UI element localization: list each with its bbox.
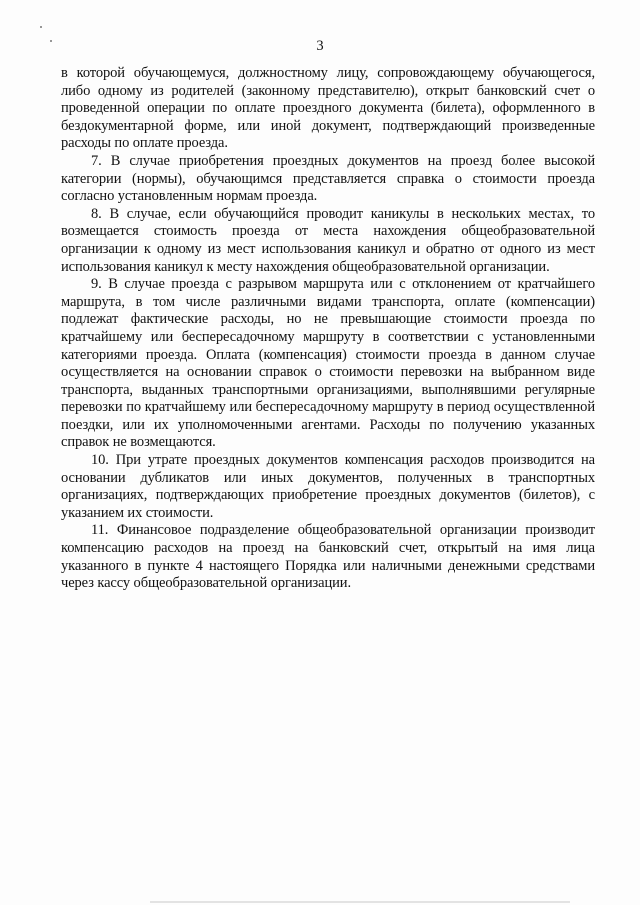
scan-bottom-edge [150,901,570,903]
paragraph-continuation: в которой обучающемуся, должностному лицу, сопровождающему обучающегося, либо одному из родителей (законному представителю), открыт банковский счет о проведенной операции по оплате проездного документа (билета), оформленного в бездокументарной форме, или иной документ, подтверждающий произведенные расходы по оплате проезда. [61,65,595,152]
document-body [61,65,595,593]
paragraph-10: 10. При утрате проездных документов компенсация расходов производится на основании дубликатов или иных документов, полученных в транспортных организациях, подтверждающих приобретение проездных документов (билетов), с указанием их стоимости. [61,452,595,521]
page-number: 3 [316,38,324,54]
scan-speck [40,26,42,28]
paragraph-11: 11. Финансовое подразделение общеобразовательной организации производит компенсацию расходов на проезд на банковский счет, открытый на имя лица указанного в пункте 4 настоящего Порядка или наличными денежными средствами через кассу общеобразовательной организации. [61,522,595,592]
paragraph-8: 8. В случае, если обучающийся проводит каникулы в нескольких местах, то возмещается стоимость проезда от места нахождения общеобразовательной организации к одному из мест использования каникул и обратно от одного из мест использования каникул к месту нахождения общеобразовательной организации. [61,205,595,275]
paragraph-7: 7. В случае приобретения проездных документов на проезд более высокой категории (нормы), обучающимся представляется справка о стоимости проезда согласно установленным нормам проезда. [61,152,595,205]
paragraph-9: 9. В случае проезда с разрывом маршрута или с отклонением от кратчайшего маршрута, в том числе различными видами транспорта, оплате (компенсации) подлежат фактические расходы, но не превышающие стоимости проезда по кратчайшему или беспересадочному маршруту в соответствии с установленными категориями проезда. Оплата (компенсация) стоимости проезда в данном случае осуществляется на основании справок о стоимости перевозки на выбранном виде транспорта, выданных транспортными организациями, выполнявшими регулярные перевозки по кратчайшему или беспересадочному маршруту в период осуществленной поездки, или их уполномоченными агентами. Расходы по получению указанных справок не возмещаются. [61,276,595,451]
